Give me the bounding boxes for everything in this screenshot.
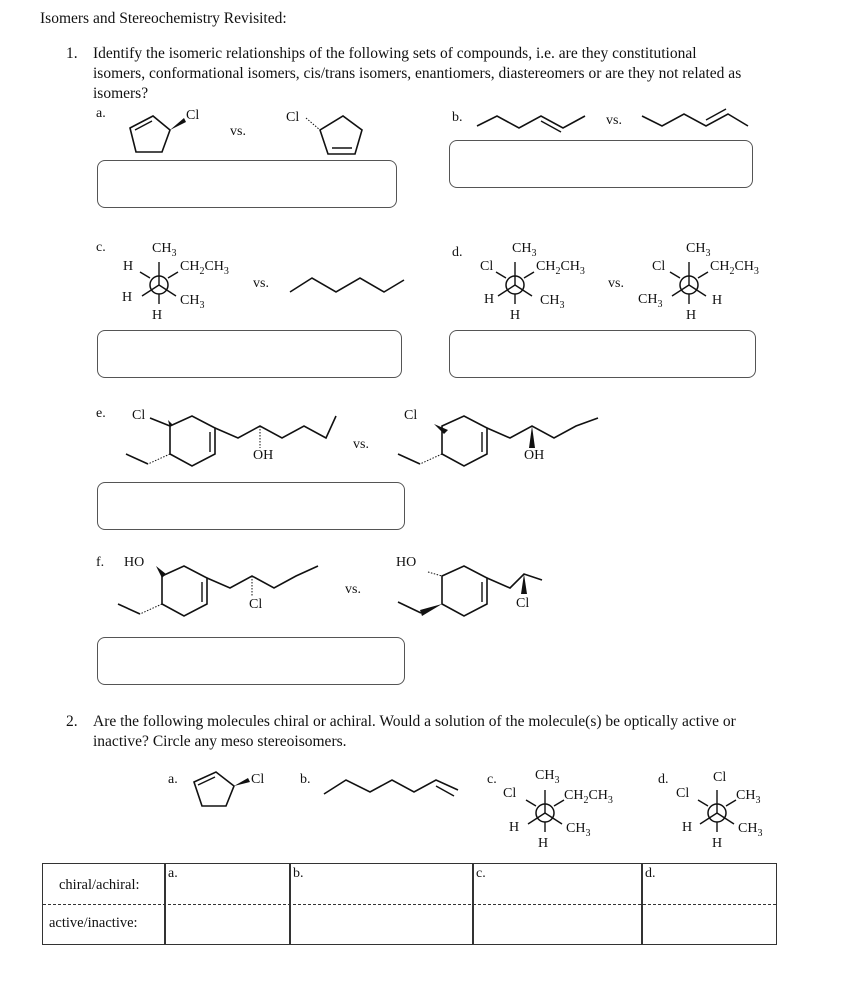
q1c-h-left: H — [122, 290, 133, 305]
q1e-right-oh: OH — [524, 448, 545, 463]
q1a-vs: vs. — [230, 124, 246, 139]
q1a-molecule-right — [300, 108, 380, 168]
q1d-left-ch3-top: $CH_3$ — [512, 241, 537, 259]
q2-part-d-label: d. — [658, 772, 669, 787]
q1-part-f-label: f. — [96, 555, 105, 570]
q1f-left-cl: Cl — [249, 597, 263, 612]
q1-part-e-label: e. — [96, 406, 106, 421]
q2d-cl-left: Cl — [676, 786, 690, 801]
cell-a-chiral[interactable] — [166, 864, 288, 903]
cell-b-active[interactable] — [291, 906, 471, 943]
q1a-answer-box[interactable] — [97, 160, 397, 208]
q1d-right-ch2ch3: $CH_2CH_3$ — [710, 259, 759, 277]
q2c-h-left: H — [509, 820, 520, 835]
q1d-newman-right — [674, 270, 714, 310]
cell-c-chiral[interactable] — [474, 864, 640, 903]
q2c-cl: Cl — [503, 786, 517, 801]
q1c-answer-box[interactable] — [97, 330, 402, 378]
q1d-left-ch2ch3: $CH_2CH_3$ — [536, 259, 585, 277]
q2d-h-left: H — [682, 820, 693, 835]
q2b-molecule — [322, 772, 472, 802]
col-label-a: a. — [168, 866, 178, 881]
q1d-right-cl: Cl — [652, 259, 666, 274]
q2d-ch3-right: $CH_3$ — [736, 788, 761, 806]
row-label-active: active/inactive: — [49, 915, 138, 931]
q1e-molecule-right — [392, 410, 612, 470]
q1a-right-cl: Cl — [286, 110, 300, 125]
q1c-newman-projection — [144, 270, 184, 310]
cell-b-chiral[interactable] — [291, 864, 471, 903]
q1-part-d-label: d. — [452, 245, 463, 260]
q2-text-line1: Are the following molecules chiral or achiral. Would a solution of the molecule(s) be optically active or — [93, 713, 736, 730]
q2c-h-bottom: H — [538, 836, 549, 851]
q1c-vs: vs. — [253, 276, 269, 291]
q1d-left-h-bottom: H — [510, 308, 521, 323]
q1c-ch2ch3: $CH_2CH_3$ — [180, 259, 229, 277]
q1e-vs: vs. — [353, 437, 369, 452]
q1-text-line1: Identify the isomeric relationships of the following sets of compounds, i.e. are they constitutional — [93, 45, 697, 62]
q1f-answer-box[interactable] — [97, 637, 405, 685]
q1-part-c-label: c. — [96, 240, 106, 255]
cell-c-active[interactable] — [474, 906, 640, 943]
q1e-left-cl: Cl — [132, 408, 146, 423]
q1f-vs: vs. — [345, 582, 361, 597]
q2d-h-bottom: H — [712, 836, 723, 851]
cell-a-active[interactable] — [166, 906, 288, 943]
q1c-ch3-bottom: $CH_3$ — [180, 293, 205, 311]
q1f-right-cl: Cl — [516, 596, 530, 611]
q1f-left-ho: HO — [124, 555, 145, 570]
q1-part-a-label: a. — [96, 106, 106, 121]
q1-number: 1. — [66, 45, 78, 62]
q1f-molecule-right — [392, 560, 572, 620]
q1b-answer-box[interactable] — [449, 140, 753, 188]
q1b-molecule-left — [475, 108, 605, 138]
q1d-right-ch3-top: $CH_3$ — [686, 241, 711, 259]
q1-text-line3: isomers? — [93, 85, 149, 102]
q1-text-line2: isomers, conformational isomers, cis/trans isomers, enantiomers, diastereomers or are they not related as — [93, 65, 742, 82]
q2-part-a-label: a. — [168, 772, 178, 787]
cell-d-active[interactable] — [643, 906, 775, 943]
q1f-right-ho: HO — [396, 555, 417, 570]
q1e-molecule-left — [120, 410, 340, 470]
q1d-left-ch3-bottom: $CH_3$ — [540, 293, 565, 311]
q1e-answer-box[interactable] — [97, 482, 405, 530]
q1c-h-topleft: H — [123, 259, 134, 274]
q2d-cl-top: Cl — [713, 770, 727, 785]
q1b-vs: vs. — [606, 113, 622, 128]
q2d-ch3-bottom: $CH_3$ — [738, 821, 763, 839]
col-label-b: b. — [293, 866, 304, 881]
q1c-h-bottom: H — [152, 308, 163, 323]
col-label-d: d. — [645, 866, 656, 881]
q1b-molecule-right — [640, 106, 770, 136]
q2c-ch2ch3: $CH_2CH_3$ — [564, 788, 613, 806]
q2a-molecule — [180, 770, 260, 820]
row-label-chiral: chiral/achiral: — [59, 877, 140, 893]
q1d-left-h-left: H — [484, 292, 495, 307]
q1e-left-oh: OH — [253, 448, 274, 463]
page-title: Isomers and Stereochemistry Revisited: — [40, 10, 287, 27]
q1d-answer-box[interactable] — [449, 330, 756, 378]
q2c-ch3-top: $CH_3$ — [535, 768, 560, 786]
q1c-chain-molecule — [288, 270, 408, 300]
q1d-newman-left — [500, 270, 540, 310]
q2-part-b-label: b. — [300, 772, 311, 787]
q2-number: 2. — [66, 713, 78, 730]
q2-part-c-label: c. — [487, 772, 497, 787]
q1a-left-cl: Cl — [186, 108, 200, 123]
q2-text-line2: inactive? Circle any meso stereoisomers. — [93, 733, 347, 750]
q2-answer-table — [42, 863, 777, 945]
q1c-ch3-top: $CH_3$ — [152, 241, 177, 259]
q1d-right-ch3-left: $CH_3$ — [638, 292, 663, 310]
col-label-c: c. — [476, 866, 486, 881]
q1f-molecule-left — [112, 560, 332, 620]
q1e-right-cl: Cl — [404, 408, 418, 423]
q1d-vs: vs. — [608, 276, 624, 291]
q2c-ch3-bottom: $CH_3$ — [566, 821, 591, 839]
q1d-left-cl: Cl — [480, 259, 494, 274]
q1-part-b-label: b. — [452, 110, 463, 125]
cell-d-chiral[interactable] — [643, 864, 775, 903]
q2a-cl: Cl — [251, 772, 265, 787]
q1d-right-h-right: H — [712, 293, 723, 308]
q1d-right-h-bottom: H — [686, 308, 697, 323]
